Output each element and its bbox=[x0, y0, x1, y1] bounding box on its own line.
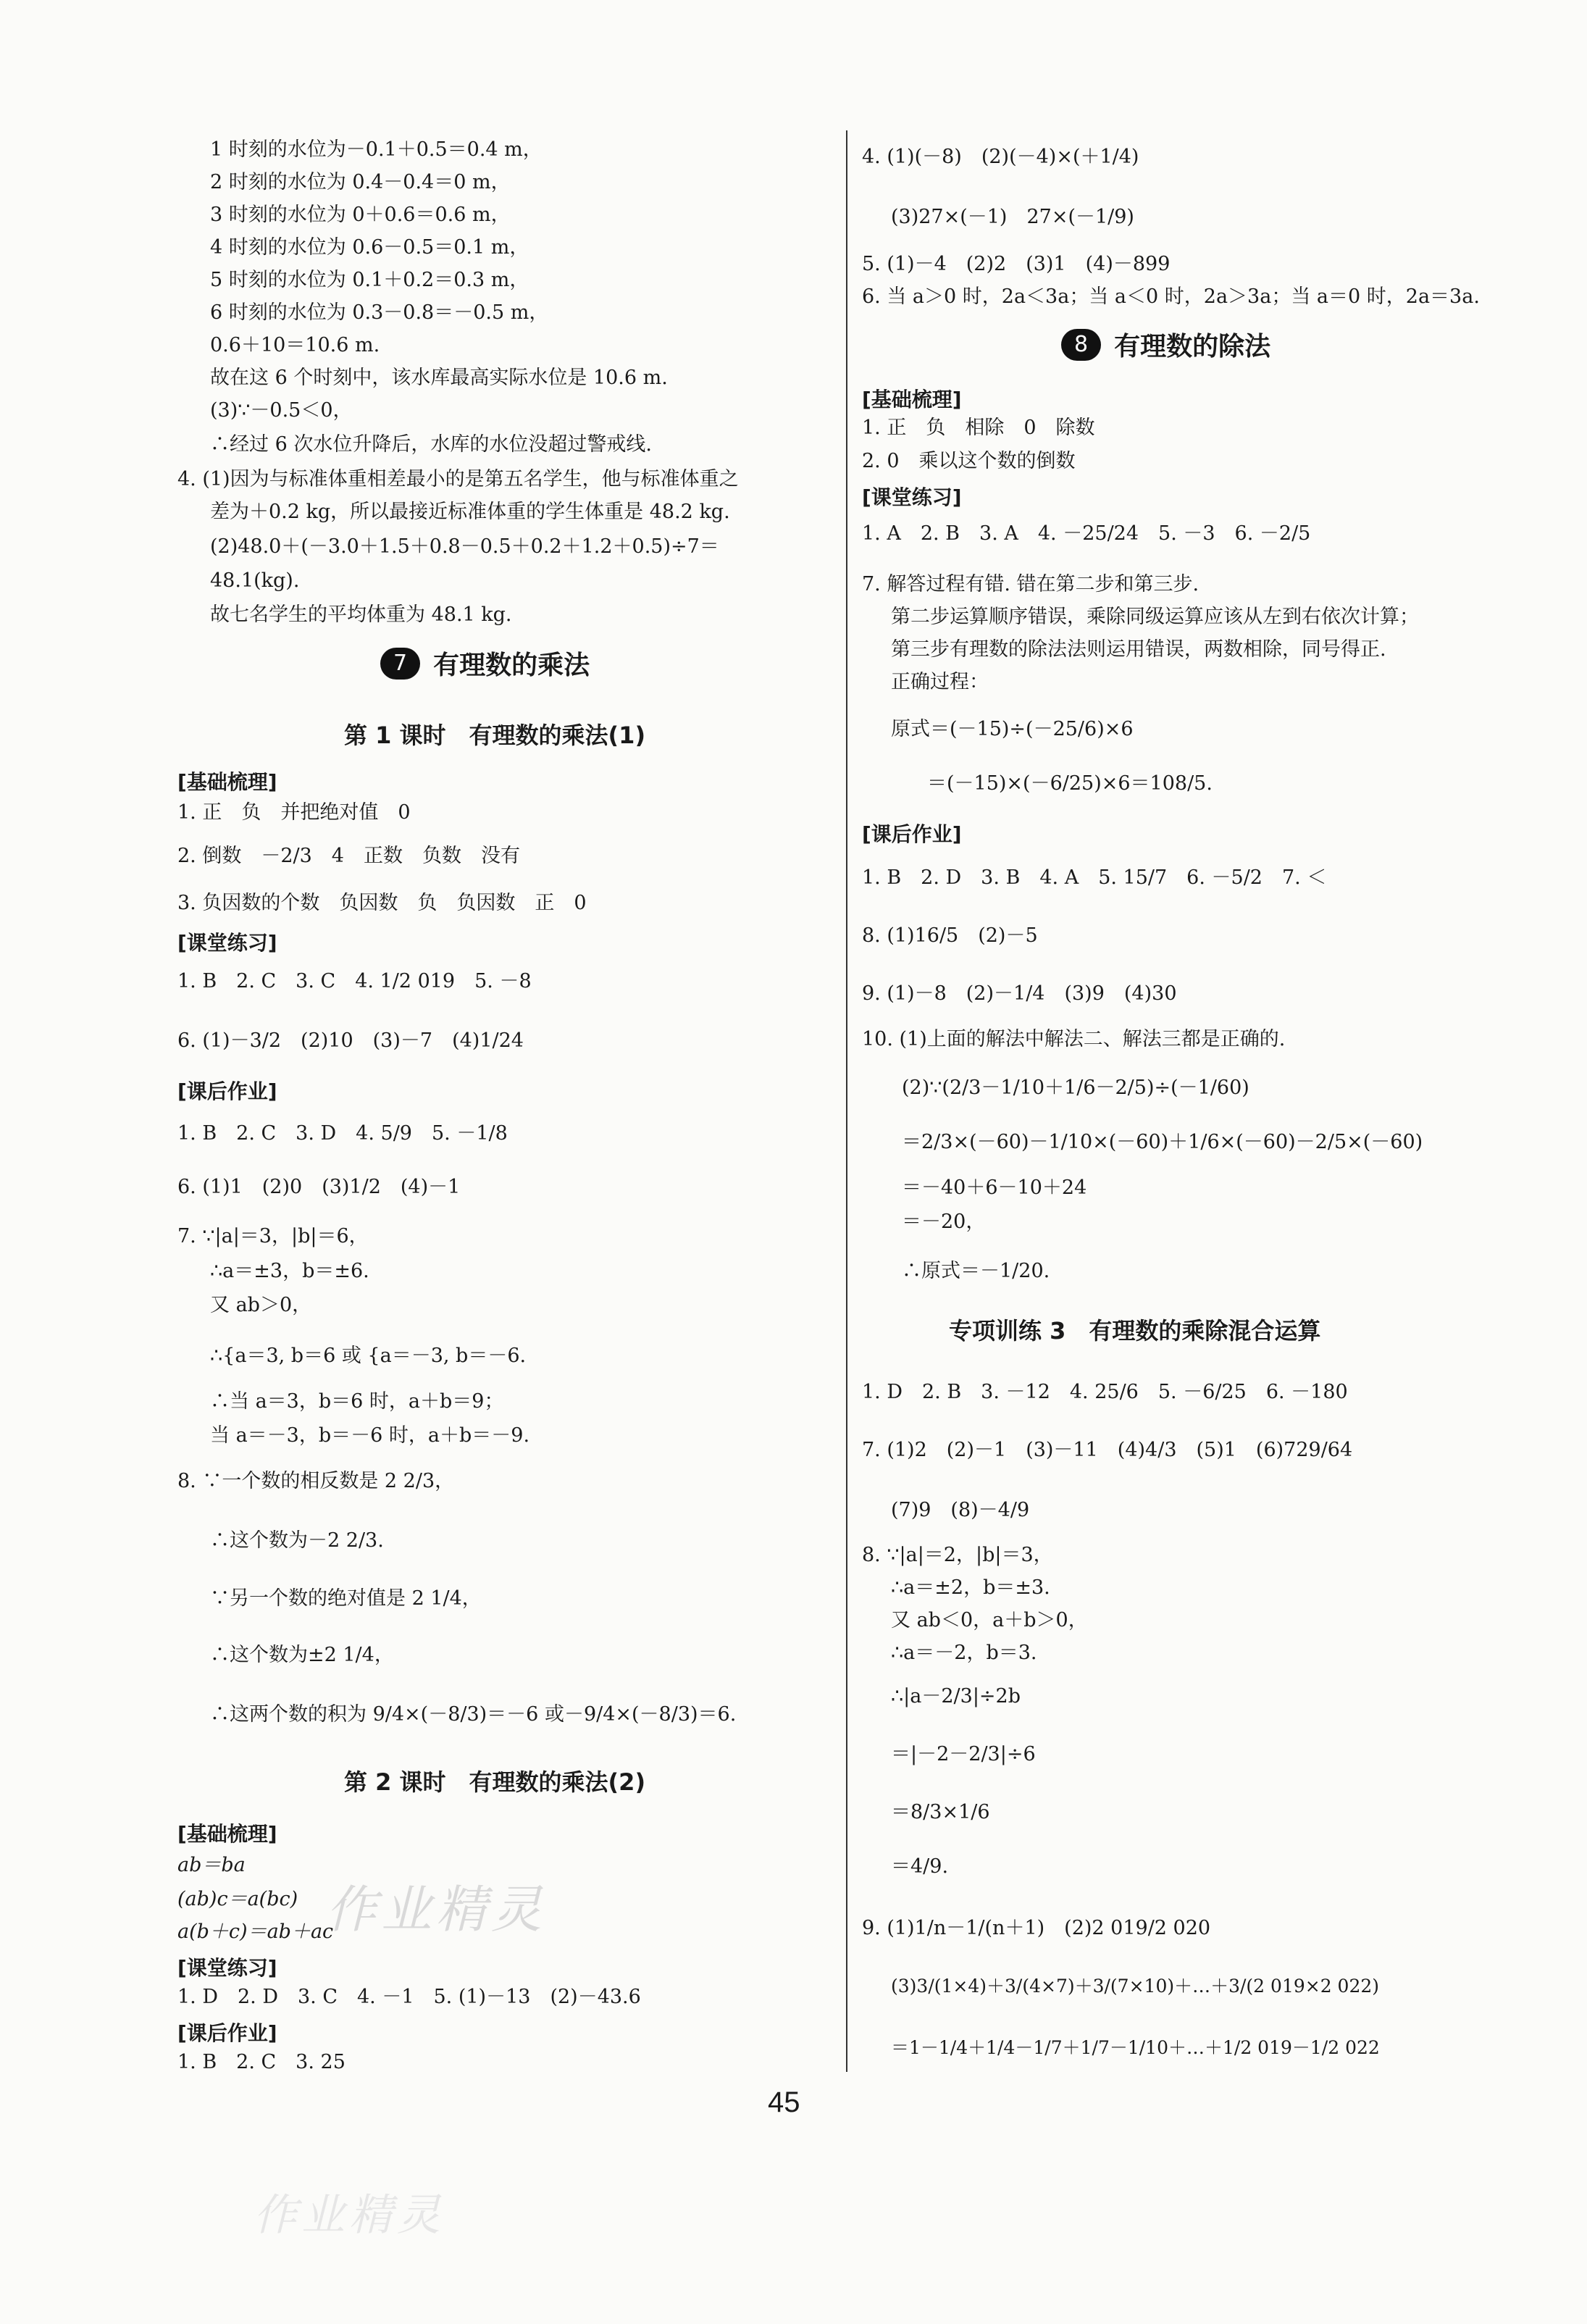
text-line: (ab)c＝a(bc) bbox=[177, 1888, 298, 1910]
section-label-basic: [基础梳理] bbox=[177, 1822, 277, 1846]
text-line: ＝2/3×(－60)－1/10×(－60)＋1/6×(－60)－2/5×(－60) bbox=[902, 1131, 1423, 1153]
text-line: 1. 正 负 并把绝对值 0 bbox=[177, 801, 411, 824]
text-line: 正确过程： bbox=[891, 671, 989, 693]
text-line: 6. 当 a＞0 时，2a＜3a；当 a＜0 时，2a＞3a；当 a＝0 时，2a＝3a. bbox=[862, 285, 1480, 308]
text-line: ＝8/3×1/6 bbox=[891, 1801, 990, 1823]
text-line: 1. B 2. C 3. D 4. 5/9 5. －1/8 bbox=[177, 1122, 508, 1145]
text-line: 第二步运算顺序错误，乘除同级运算应该从左到右依次计算； bbox=[891, 606, 1419, 628]
section-label-after: [课后作业] bbox=[862, 822, 962, 846]
section-label-class: [课堂练习] bbox=[177, 931, 277, 955]
text-line: 6. (1)1 (2)0 (3)1/2 (4)－1 bbox=[177, 1176, 461, 1198]
text-line: ∴原式＝－1/20. bbox=[902, 1260, 1050, 1282]
text-line: (3)3/(1×4)＋3/(4×7)＋3/(7×10)＋…＋3/(2 019×2 022) bbox=[891, 1976, 1380, 1997]
text-line: 4. (1)(－8) (2)(－4)×(＋1/4) bbox=[862, 146, 1139, 168]
text-line: 当 a＝－3，b＝－6 时，a＋b＝－9. bbox=[210, 1424, 530, 1447]
watermark: 作业精灵 bbox=[254, 2190, 445, 2241]
text-line: ∴{a＝3, b＝6 或 {a＝－3, b＝－6. bbox=[210, 1345, 527, 1367]
text-line: 5 时刻的水位为 0.1＋0.2＝0.3 m， bbox=[210, 269, 529, 291]
text-line: (3)∵－0.5＜0， bbox=[210, 399, 353, 422]
text-line: 故七名学生的平均体重为 48.1 kg. bbox=[210, 603, 512, 626]
text-line: ∴|a－2/3|÷2b bbox=[891, 1685, 1021, 1708]
text-line: ∴a＝－2，b＝3. bbox=[891, 1642, 1037, 1664]
text-line: ∵另一个数的绝对值是 2 1/4， bbox=[210, 1587, 482, 1610]
text-line: ∴a＝±3，b＝±6. bbox=[210, 1260, 369, 1282]
lesson-title: 第 2 课时 有理数的乘法(2) bbox=[344, 1768, 646, 1796]
section-label-class: [课堂练习] bbox=[177, 1956, 277, 1980]
text-line: (7)9 (8)－4/9 bbox=[891, 1499, 1030, 1521]
text-line: ＝4/9. bbox=[891, 1855, 949, 1878]
text-line: 1. A 2. B 3. A 4. －25/24 5. －3 6. －2/5 bbox=[862, 522, 1311, 545]
text-line: 7. ∵|a|＝3，|b|＝6， bbox=[177, 1225, 369, 1247]
text-line: 1. D 2. D 3. C 4. －1 5. (1)－13 (2)－43.6 bbox=[177, 1986, 641, 2008]
text-line: 6 时刻的水位为 0.3－0.8＝－0.5 m， bbox=[210, 301, 549, 324]
text-line: 8. ∵一个数的相反数是 2 2/3， bbox=[177, 1470, 455, 1492]
section-number-badge: 7 bbox=[380, 648, 420, 680]
text-line: 48.1(kg). bbox=[210, 569, 300, 592]
watermark: 作业精灵 bbox=[326, 1880, 546, 1939]
text-line: 2. 倒数 －2/3 4 正数 负数 没有 bbox=[177, 845, 520, 867]
text-line: 第三步有理数的除法法则运用错误，两数相除，同号得正. bbox=[891, 638, 1386, 661]
section-label-class: [课堂练习] bbox=[862, 485, 962, 509]
text-line: 1. B 2. D 3. B 4. A 5. 15/7 6. －5/2 7. ＜ bbox=[862, 866, 1327, 889]
section-label-basic: [基础梳理] bbox=[177, 770, 277, 794]
text-line: 1. D 2. B 3. －12 4. 25/6 5. －6/25 6. －180 bbox=[862, 1381, 1348, 1403]
text-line: 1 时刻的水位为－0.1＋0.5＝0.4 m， bbox=[210, 138, 543, 161]
section-heading-8 bbox=[1061, 326, 1270, 363]
text-line: 差为＋0.2 kg，所以最接近标准体重的学生体重是 48.2 kg. bbox=[210, 501, 730, 523]
lesson-title: 第 1 课时 有理数的乘法(1) bbox=[344, 722, 646, 749]
text-line: ∴a＝±2，b＝±3. bbox=[891, 1576, 1050, 1599]
text-line: 1. 正 负 相除 0 除数 bbox=[862, 417, 1095, 439]
text-line: a(b＋c)＝ab＋ac bbox=[177, 1920, 334, 1943]
text-line: 故在这 6 个时刻中，该水库最高实际水位是 10.6 m. bbox=[210, 367, 668, 389]
text-line: 3 时刻的水位为 0＋0.6＝0.6 m， bbox=[210, 204, 511, 226]
text-line: 9. (1)－8 (2)－1/4 (3)9 (4)30 bbox=[862, 982, 1177, 1005]
text-line: (2)∵(2/3－1/10＋1/6－2/5)÷(－1/60) bbox=[902, 1077, 1249, 1099]
text-line: 7. (1)2 (2)－1 (3)－11 (4)4/3 (5)1 (6)729/64 bbox=[862, 1439, 1353, 1461]
text-line: (2)48.0＋(－3.0＋1.5＋0.8－0.5＋0.2＋1.2＋0.5)÷7＝ bbox=[210, 535, 719, 558]
text-line: 10. (1)上面的解法中解法二、解法三都是正确的. bbox=[862, 1028, 1286, 1050]
text-line: 原式＝(－15)÷(－25/6)×6 bbox=[891, 718, 1134, 740]
special-training-title: 专项训练 3 有理数的乘除混合运算 bbox=[949, 1317, 1321, 1345]
text-line: ∴经过 6 次水位升降后，水库的水位没超过警戒线. bbox=[210, 433, 652, 456]
text-line: 4. (1)因为与标准体重相差最小的是第五名学生，他与标准体重之 bbox=[177, 468, 739, 490]
text-line: 3. 负因数的个数 负因数 负 负因数 正 0 bbox=[177, 892, 587, 914]
section-label-basic: [基础梳理] bbox=[862, 388, 962, 411]
text-line: ＝1－1/4＋1/4－1/7＋1/7－1/10＋…＋1/2 019－1/2 022 bbox=[891, 2037, 1380, 2058]
text-line: 0.6＋10＝10.6 m. bbox=[210, 334, 380, 356]
section-number-badge: 8 bbox=[1061, 329, 1101, 361]
text-line: ∴这两个数的积为 9/4×(－8/3)＝－6 或－9/4×(－8/3)＝6. bbox=[210, 1703, 737, 1726]
text-line: ∴当 a＝3，b＝6 时，a＋b＝9； bbox=[210, 1390, 504, 1413]
text-line: ＝|－2－2/3|÷6 bbox=[891, 1743, 1036, 1765]
section-label-after: [课后作业] bbox=[177, 2021, 277, 2045]
text-line: ＝－40＋6－10＋24 bbox=[902, 1176, 1087, 1199]
text-line: 又 ab＞0， bbox=[210, 1294, 312, 1316]
text-line: ab＝ba bbox=[177, 1854, 246, 1876]
text-line: 8. (1)16/5 (2)－5 bbox=[862, 924, 1038, 947]
section-heading-7 bbox=[380, 645, 590, 682]
text-line: 2. 0 乘以这个数的倒数 bbox=[862, 450, 1076, 472]
text-line: 6. (1)－3/2 (2)10 (3)－7 (4)1/24 bbox=[177, 1029, 524, 1052]
column-divider bbox=[846, 130, 847, 2072]
section-label-after: [课后作业] bbox=[177, 1079, 277, 1103]
text-line: (3)27×(－1) 27×(－1/9) bbox=[891, 206, 1134, 228]
text-line: ∴这个数为±2 1/4， bbox=[210, 1644, 394, 1666]
page-number: 45 bbox=[768, 2086, 800, 2118]
text-line: 8. ∵|a|＝2，|b|＝3， bbox=[862, 1544, 1053, 1566]
text-line: 9. (1)1/n－1/(n＋1) (2)2 019/2 020 bbox=[862, 1917, 1211, 1939]
text-line: ∴这个数为－2 2/3. bbox=[210, 1529, 384, 1552]
text-line: ＝(－15)×(－6/25)×6＝108/5. bbox=[927, 772, 1213, 795]
text-line: 2 时刻的水位为 0.4－0.4＝0 m， bbox=[210, 171, 511, 193]
text-line: 1. B 2. C 3. C 4. 1/2 019 5. －8 bbox=[177, 970, 532, 992]
section-title: 有理数的除法 bbox=[1114, 332, 1271, 361]
text-line: ＝－20， bbox=[902, 1211, 986, 1233]
text-line: 5. (1)－4 (2)2 (3)1 (4)－899 bbox=[862, 253, 1171, 275]
text-line: 1. B 2. C 3. 25 bbox=[177, 2051, 346, 2073]
text-line: 4 时刻的水位为 0.6－0.5＝0.1 m， bbox=[210, 236, 529, 259]
text-line: 7. 解答过程有错. 错在第二步和第三步. bbox=[862, 573, 1199, 595]
text-line: 又 ab＜0，a＋b＞0， bbox=[891, 1609, 1088, 1631]
section-title: 有理数的乘法 bbox=[433, 651, 590, 680]
